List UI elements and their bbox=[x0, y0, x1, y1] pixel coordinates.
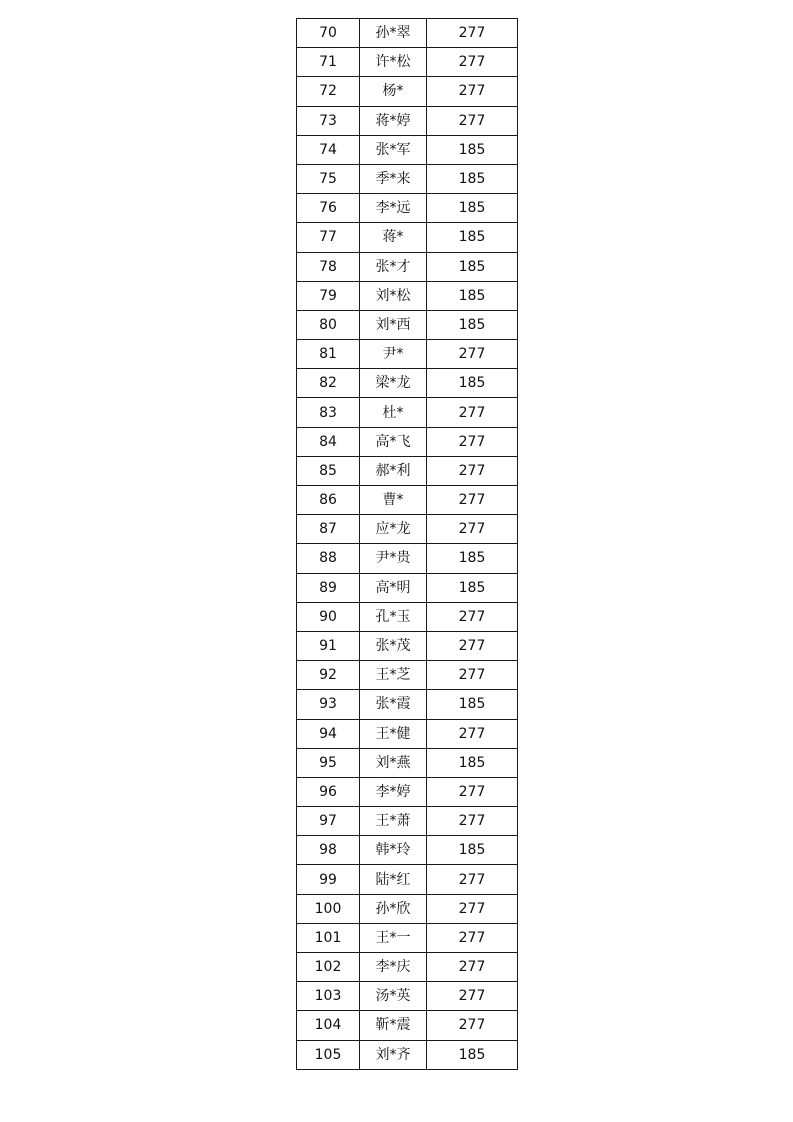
name-cell: 李*庆 bbox=[360, 953, 427, 982]
table-row bbox=[297, 602, 518, 631]
name-cell: 张*茂 bbox=[360, 631, 427, 660]
amount-cell: 277 bbox=[427, 953, 518, 982]
amount-cell: 277 bbox=[427, 340, 518, 369]
row-number-cell: 102 bbox=[297, 953, 360, 982]
table-row bbox=[297, 252, 518, 281]
amount-cell: 277 bbox=[427, 486, 518, 515]
name-cell: 刘*齐 bbox=[360, 1040, 427, 1069]
name-cell: 应*龙 bbox=[360, 515, 427, 544]
name-cell: 张*才 bbox=[360, 252, 427, 281]
amount-cell: 277 bbox=[427, 777, 518, 806]
name-cell: 蒋*婷 bbox=[360, 106, 427, 135]
table-row bbox=[297, 456, 518, 485]
name-cell: 刘*西 bbox=[360, 310, 427, 339]
amount-cell: 277 bbox=[427, 106, 518, 135]
row-number-cell: 84 bbox=[297, 427, 360, 456]
name-cell: 张*军 bbox=[360, 135, 427, 164]
name-cell: 许*松 bbox=[360, 48, 427, 77]
table-row bbox=[297, 982, 518, 1011]
table-row bbox=[297, 544, 518, 573]
amount-cell: 185 bbox=[427, 135, 518, 164]
amount-cell: 185 bbox=[427, 544, 518, 573]
table-row bbox=[297, 281, 518, 310]
row-number-cell: 92 bbox=[297, 661, 360, 690]
row-number-cell: 103 bbox=[297, 982, 360, 1011]
table-row bbox=[297, 777, 518, 806]
amount-cell: 277 bbox=[427, 456, 518, 485]
amount-cell: 185 bbox=[427, 690, 518, 719]
amount-cell: 277 bbox=[427, 719, 518, 748]
table-row bbox=[297, 106, 518, 135]
amount-cell: 185 bbox=[427, 164, 518, 193]
name-cell: 尹*贵 bbox=[360, 544, 427, 573]
row-number-cell: 86 bbox=[297, 486, 360, 515]
name-cell: 孙*翠 bbox=[360, 19, 427, 48]
table-row bbox=[297, 427, 518, 456]
table-row bbox=[297, 807, 518, 836]
name-cell: 张*霞 bbox=[360, 690, 427, 719]
amount-cell: 277 bbox=[427, 19, 518, 48]
table-row bbox=[297, 486, 518, 515]
table-row bbox=[297, 1011, 518, 1040]
amount-cell: 185 bbox=[427, 194, 518, 223]
table-row bbox=[297, 836, 518, 865]
roster-table bbox=[296, 18, 518, 1070]
amount-cell: 277 bbox=[427, 923, 518, 952]
name-cell: 尹* bbox=[360, 340, 427, 369]
row-number-cell: 89 bbox=[297, 573, 360, 602]
table-row bbox=[297, 894, 518, 923]
table-body bbox=[297, 19, 518, 1070]
name-cell: 李*远 bbox=[360, 194, 427, 223]
row-number-cell: 77 bbox=[297, 223, 360, 252]
row-number-cell: 97 bbox=[297, 807, 360, 836]
row-number-cell: 90 bbox=[297, 602, 360, 631]
name-cell: 王*健 bbox=[360, 719, 427, 748]
row-number-cell: 91 bbox=[297, 631, 360, 660]
row-number-cell: 78 bbox=[297, 252, 360, 281]
row-number-cell: 83 bbox=[297, 398, 360, 427]
name-cell: 孙*欣 bbox=[360, 894, 427, 923]
amount-cell: 185 bbox=[427, 281, 518, 310]
table-row bbox=[297, 690, 518, 719]
name-cell: 蒋* bbox=[360, 223, 427, 252]
amount-cell: 185 bbox=[427, 369, 518, 398]
row-number-cell: 75 bbox=[297, 164, 360, 193]
row-number-cell: 100 bbox=[297, 894, 360, 923]
table-row bbox=[297, 310, 518, 339]
amount-cell: 277 bbox=[427, 515, 518, 544]
table-row bbox=[297, 135, 518, 164]
name-cell: 王*芝 bbox=[360, 661, 427, 690]
amount-cell: 277 bbox=[427, 982, 518, 1011]
name-cell: 王*萧 bbox=[360, 807, 427, 836]
table-row bbox=[297, 340, 518, 369]
name-cell: 季*来 bbox=[360, 164, 427, 193]
row-number-cell: 80 bbox=[297, 310, 360, 339]
row-number-cell: 74 bbox=[297, 135, 360, 164]
amount-cell: 277 bbox=[427, 602, 518, 631]
name-cell: 刘*燕 bbox=[360, 748, 427, 777]
name-cell: 高*飞 bbox=[360, 427, 427, 456]
row-number-cell: 85 bbox=[297, 456, 360, 485]
table-row bbox=[297, 953, 518, 982]
amount-cell: 185 bbox=[427, 836, 518, 865]
row-number-cell: 73 bbox=[297, 106, 360, 135]
name-cell: 杜* bbox=[360, 398, 427, 427]
amount-cell: 277 bbox=[427, 661, 518, 690]
row-number-cell: 82 bbox=[297, 369, 360, 398]
table-row bbox=[297, 19, 518, 48]
row-number-cell: 105 bbox=[297, 1040, 360, 1069]
name-cell: 靳*震 bbox=[360, 1011, 427, 1040]
amount-cell: 277 bbox=[427, 1011, 518, 1040]
table-row bbox=[297, 194, 518, 223]
table-row bbox=[297, 223, 518, 252]
name-cell: 刘*松 bbox=[360, 281, 427, 310]
amount-cell: 277 bbox=[427, 807, 518, 836]
amount-cell: 185 bbox=[427, 573, 518, 602]
table-row bbox=[297, 573, 518, 602]
name-cell: 韩*玲 bbox=[360, 836, 427, 865]
amount-cell: 185 bbox=[427, 310, 518, 339]
amount-cell: 277 bbox=[427, 427, 518, 456]
table-row bbox=[297, 515, 518, 544]
amount-cell: 185 bbox=[427, 252, 518, 281]
name-cell: 高*明 bbox=[360, 573, 427, 602]
row-number-cell: 72 bbox=[297, 77, 360, 106]
amount-cell: 277 bbox=[427, 398, 518, 427]
table-row bbox=[297, 164, 518, 193]
table-row bbox=[297, 1040, 518, 1069]
name-cell: 汤*英 bbox=[360, 982, 427, 1011]
table-row bbox=[297, 865, 518, 894]
table-row bbox=[297, 923, 518, 952]
row-number-cell: 93 bbox=[297, 690, 360, 719]
amount-cell: 277 bbox=[427, 48, 518, 77]
name-cell: 曹* bbox=[360, 486, 427, 515]
row-number-cell: 99 bbox=[297, 865, 360, 894]
name-cell: 梁*龙 bbox=[360, 369, 427, 398]
table-row bbox=[297, 369, 518, 398]
row-number-cell: 70 bbox=[297, 19, 360, 48]
row-number-cell: 98 bbox=[297, 836, 360, 865]
amount-cell: 277 bbox=[427, 77, 518, 106]
amount-cell: 185 bbox=[427, 1040, 518, 1069]
row-number-cell: 94 bbox=[297, 719, 360, 748]
row-number-cell: 88 bbox=[297, 544, 360, 573]
amount-cell: 277 bbox=[427, 865, 518, 894]
row-number-cell: 87 bbox=[297, 515, 360, 544]
table-row bbox=[297, 661, 518, 690]
amount-cell: 277 bbox=[427, 631, 518, 660]
name-cell: 李*婷 bbox=[360, 777, 427, 806]
name-cell: 王*一 bbox=[360, 923, 427, 952]
table-row bbox=[297, 719, 518, 748]
amount-cell: 185 bbox=[427, 223, 518, 252]
row-number-cell: 81 bbox=[297, 340, 360, 369]
row-number-cell: 96 bbox=[297, 777, 360, 806]
amount-cell: 277 bbox=[427, 894, 518, 923]
table-row bbox=[297, 748, 518, 777]
row-number-cell: 101 bbox=[297, 923, 360, 952]
row-number-cell: 76 bbox=[297, 194, 360, 223]
amount-cell: 185 bbox=[427, 748, 518, 777]
table-row bbox=[297, 48, 518, 77]
row-number-cell: 104 bbox=[297, 1011, 360, 1040]
name-cell: 郝*利 bbox=[360, 456, 427, 485]
name-cell: 杨* bbox=[360, 77, 427, 106]
table-row bbox=[297, 398, 518, 427]
name-cell: 陆*红 bbox=[360, 865, 427, 894]
row-number-cell: 79 bbox=[297, 281, 360, 310]
table-row bbox=[297, 77, 518, 106]
table-row bbox=[297, 631, 518, 660]
row-number-cell: 95 bbox=[297, 748, 360, 777]
name-cell: 孔*玉 bbox=[360, 602, 427, 631]
row-number-cell: 71 bbox=[297, 48, 360, 77]
